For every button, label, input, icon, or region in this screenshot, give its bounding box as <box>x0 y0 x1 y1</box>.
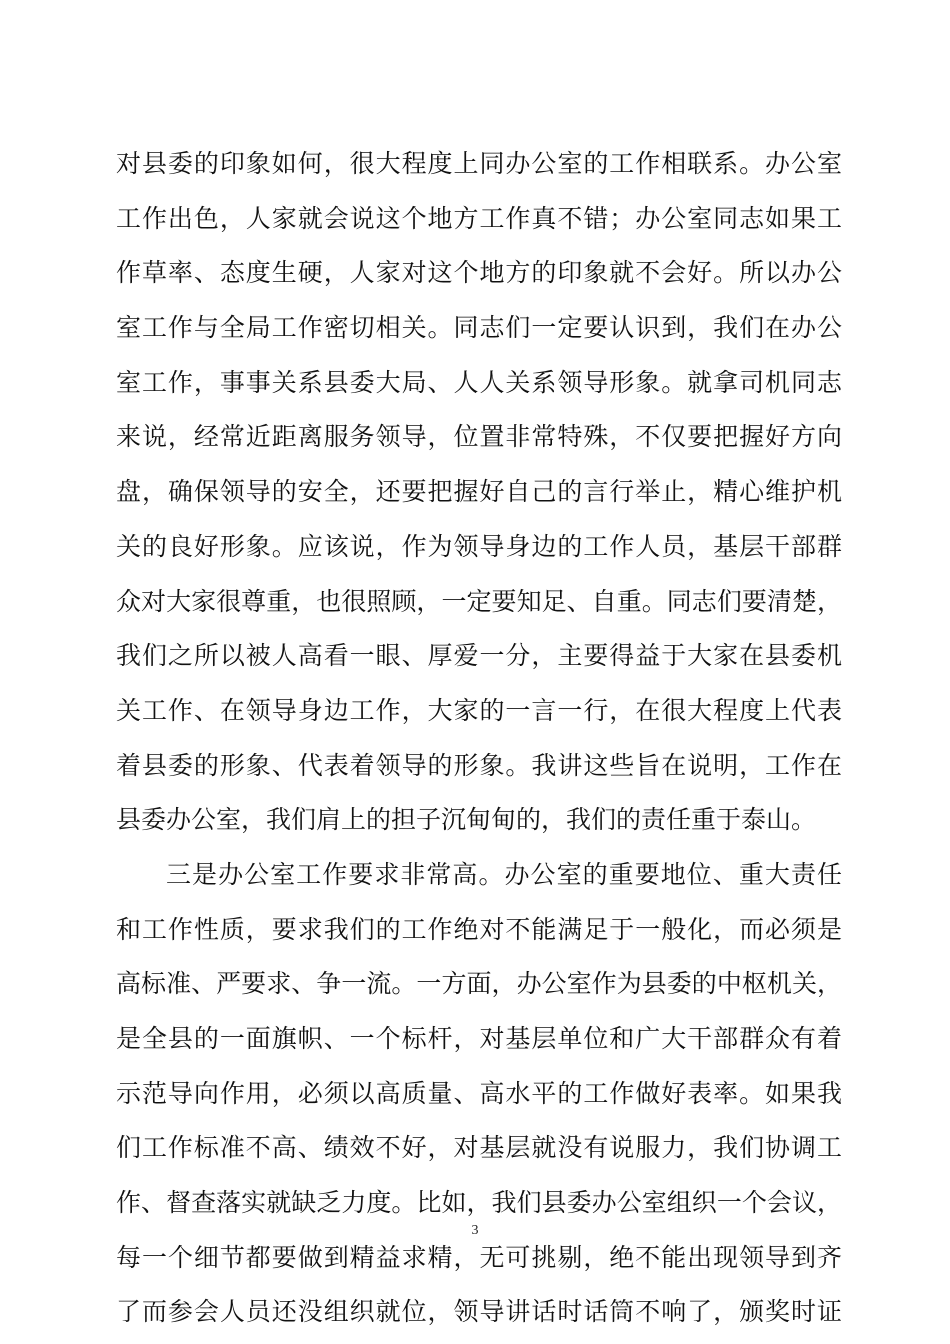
text-line: 高标准、严要求、争一流。一方面，办公室作为县委的中枢机关， <box>116 969 842 999</box>
text-line: 作草率、态度生硬，人家对这个地方的印象就不会好。所以办公 <box>116 258 842 288</box>
text-line: 工作出色，人家就会说这个地方工作真不错；办公室同志如果工 <box>116 203 842 233</box>
text-line: 是全县的一面旗帜、一个标杆，对基层单位和广大干部群众有着 <box>116 1024 842 1053</box>
text-line: 示范导向作用，必须以高质量、高水平的工作做好表率。如果我 <box>116 1078 842 1108</box>
text-line: 对县委的印象如何，很大程度上同办公室的工作相联系。办公室 <box>116 149 842 178</box>
text-line: 每一个细节都要做到精益求精，无可挑剔，绝不能出现领导到齐 <box>116 1242 842 1272</box>
text-line: 和工作性质，要求我们的工作绝对不能满足于一般化，而必须是 <box>116 914 842 944</box>
text-line: 我们之所以被人高看一眼、厚爱一分，主要得益于大家在县委机 <box>116 641 842 671</box>
text-line: 三是办公室工作要求非常高。办公室的重要地位、重大责任 <box>166 859 842 889</box>
text-line: 县委办公室，我们肩上的担子沉甸甸的，我们的责任重于泰山。 <box>116 805 817 835</box>
page-number: 3 <box>471 1223 479 1238</box>
text-line: 了而参会人员还没组织就位，领导讲话时话筒不响了，颁奖时证 <box>116 1297 842 1327</box>
text-line: 关的良好形象。应该说，作为领导身边的工作人员，基层干部群 <box>116 531 842 561</box>
text-line: 室工作与全局工作密切相关。同志们一定要认识到，我们在办公 <box>116 313 842 343</box>
text-line: 关工作、在领导身边工作，大家的一言一行，在很大程度上代表 <box>116 695 842 725</box>
text-line: 来说，经常近距离服务领导，位置非常特殊，不仅要把握好方向 <box>116 422 842 452</box>
text-line: 着县委的形象、代表着领导的形象。我讲这些旨在说明，工作在 <box>116 750 842 780</box>
text-line: 室工作，事事关系县委大局、人人关系领导形象。就拿司机同志 <box>116 367 842 397</box>
text-line: 众对大家很尊重，也很照顾，一定要知足、自重。同志们要清楚， <box>116 586 842 616</box>
text-line: 作、督查落实就缺乏力度。比如，我们县委办公室组织一个会议， <box>116 1188 842 1218</box>
text-line: 们工作标准不高、绩效不好，对基层就没有说服力，我们协调工 <box>116 1133 842 1163</box>
text-line: 盘，确保领导的安全，还要把握好自己的言行举止，精心维护机 <box>116 477 842 507</box>
body-text <box>116 139 842 1342</box>
